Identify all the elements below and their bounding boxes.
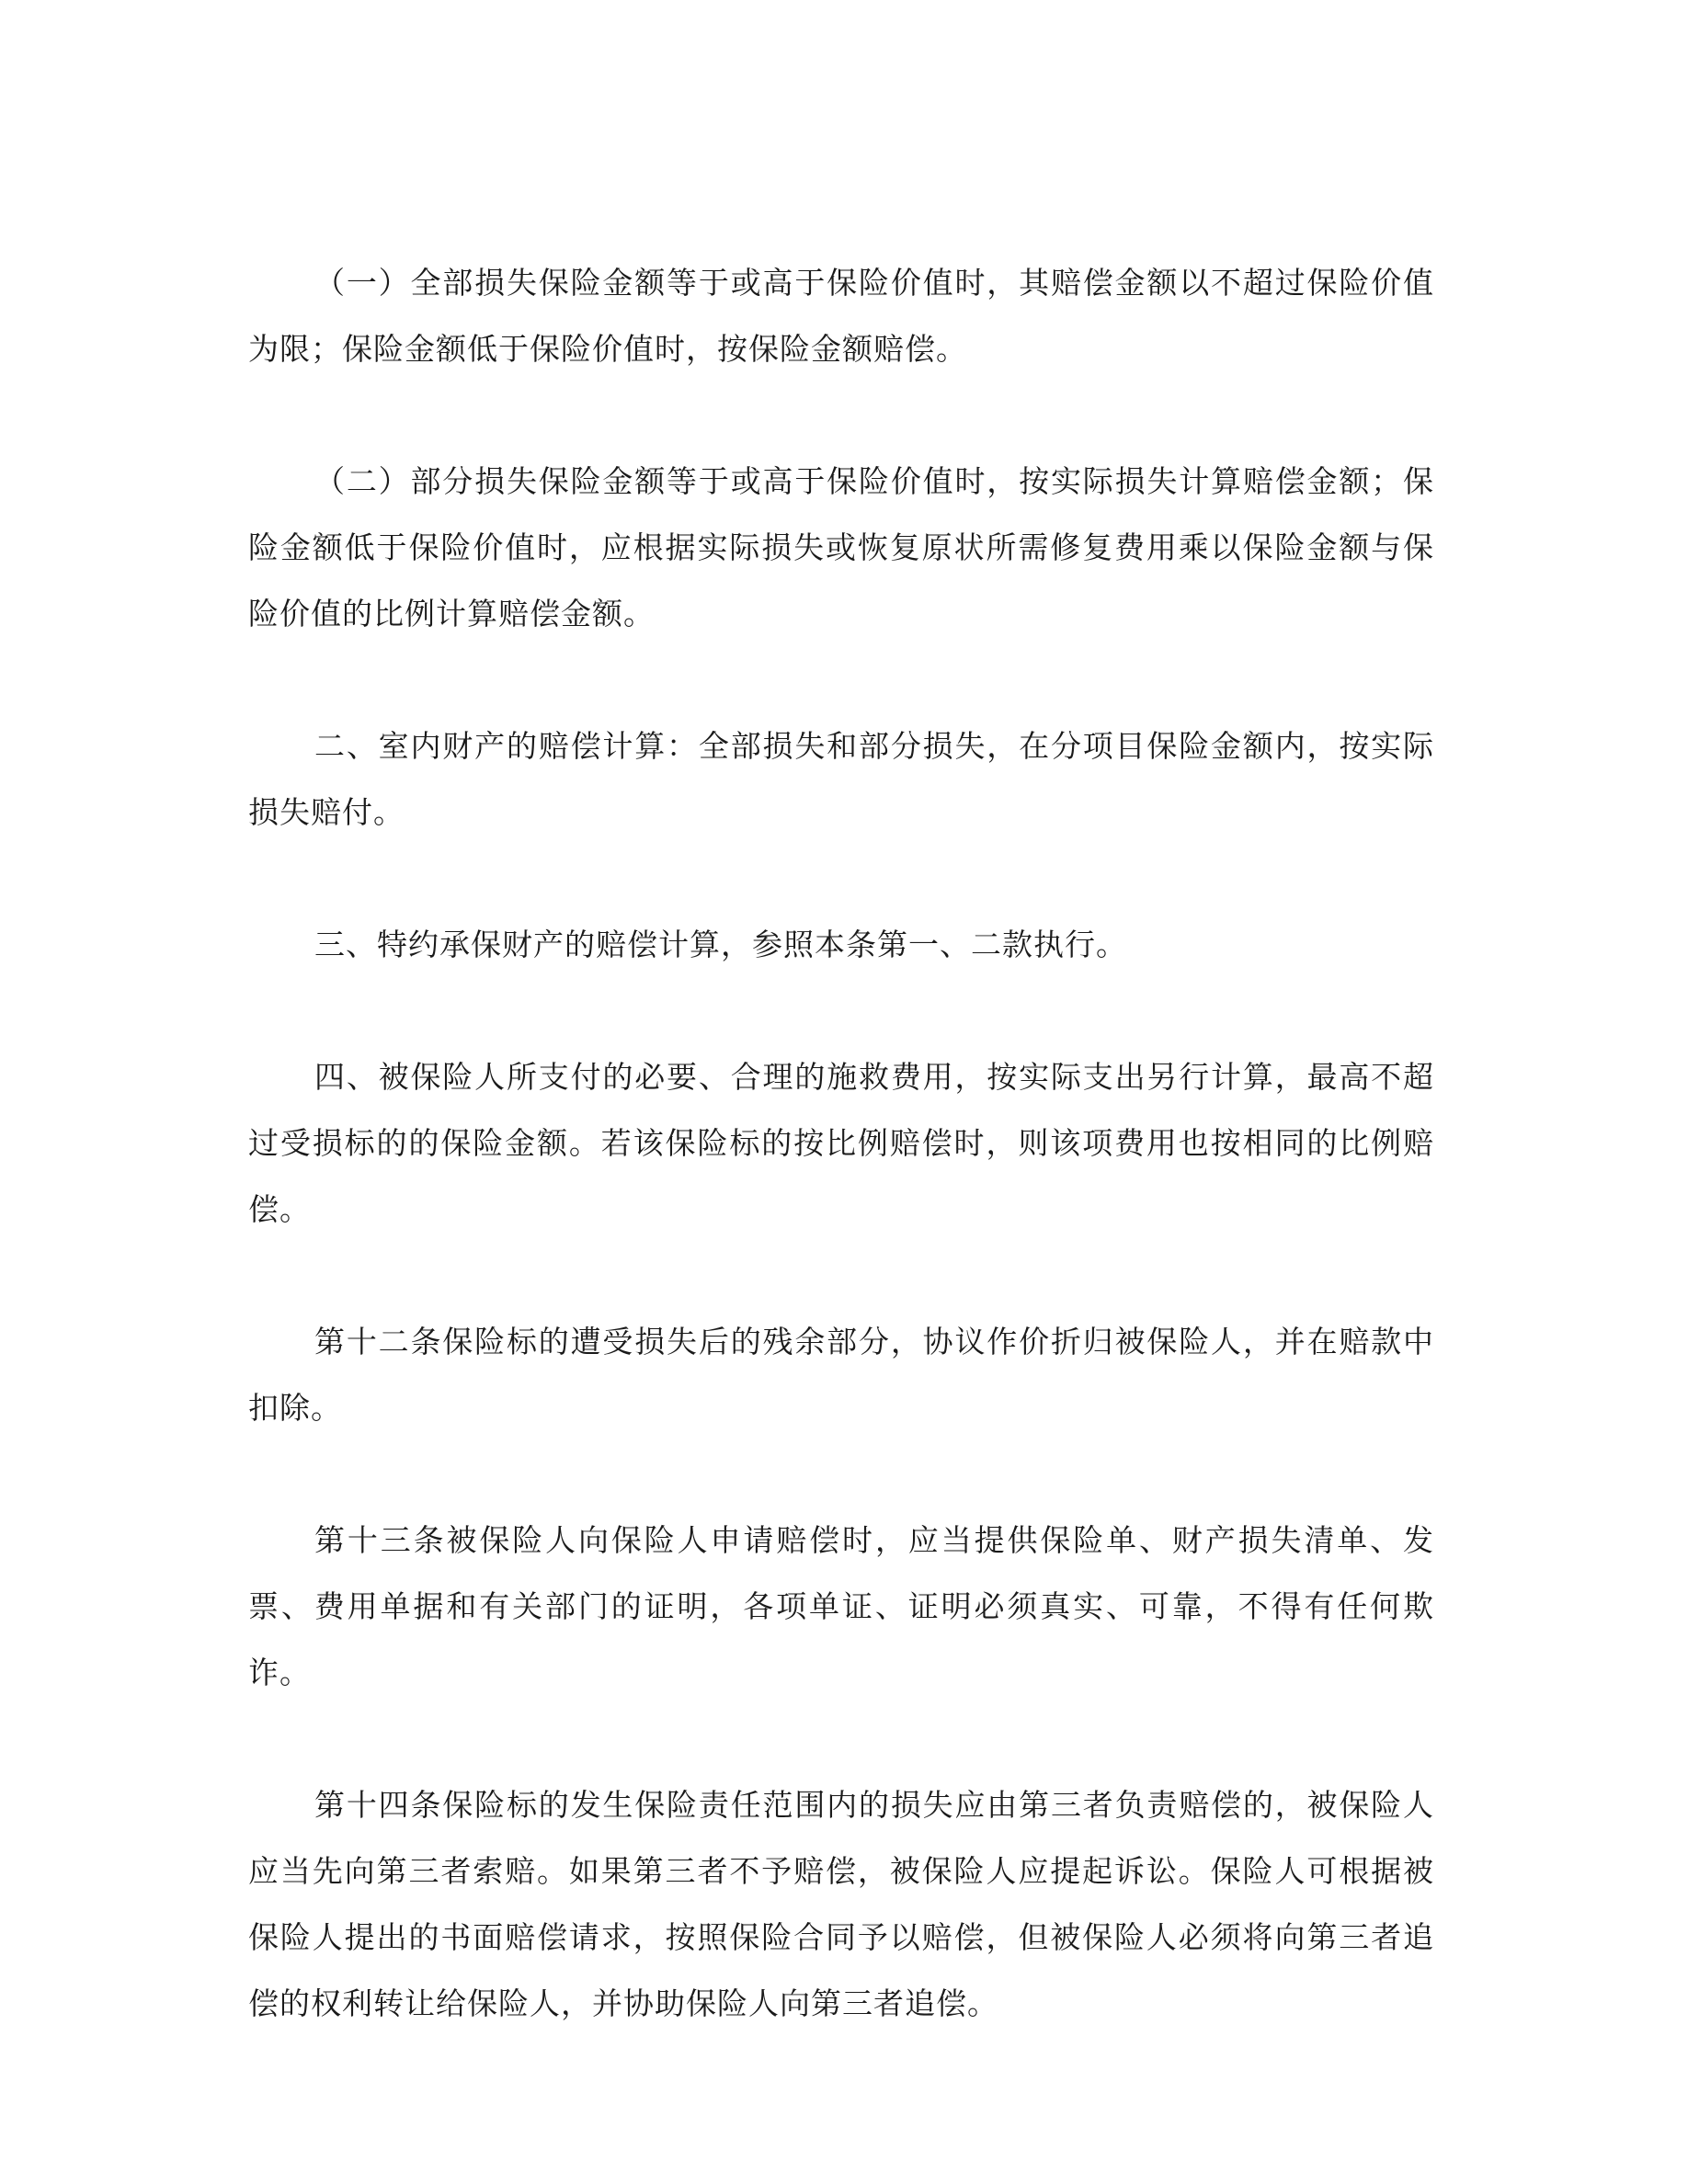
clause-paragraph-1: （一）全部损失保险金额等于或高于保险价值时，其赔偿金额以不超过保险价值为限；保险金额低于保险价值时，按保险金额赔偿。 [248,265,1434,367]
article-12-paragraph: 第十二条保险标的遭受损失后的残余部分，协议作价折归被保险人，并在赔款中扣除。 [248,1324,1434,1426]
clause-paragraph-4: 三、特约承保财产的赔偿计算，参照本条第一、二款执行。 [314,927,1127,962]
clause-paragraph-2: （二）部分损失保险金额等于或高于保险价值时，按实际损失计算赔偿金额；保险金额低于保险价值时，应根据实际损失或恢复原状所需修复费用乘以保险金额与保险价值的比例计算赔偿金额。 [248,463,1434,631]
article-13-paragraph: 第十三条被保险人向保险人申请赔偿时，应当提供保险单、财产损失清单、发票、费用单据和有关部门的证明，各项单证、证明必须真实、可靠，不得有任何欺诈。 [248,1522,1434,1690]
document-page [248,250,1434,2037]
article-14-paragraph: 第十四条保险标的发生保险责任范围内的损失应由第三者负责赔偿的，被保险人应当先向第三者索赔。如果第三者不予赔偿，被保险人应提起诉讼。保险人可根据被保险人提出的书面赔偿请求，按照保险合同予以赔偿，但被保险人必须将向第三者追偿的权利转让给保险人，并协助保险人向第三者追偿。 [248,1787,1434,2021]
clause-paragraph-3: 二、室内财产的赔偿计算：全部损失和部分损失，在分项目保险金额内，按实际损失赔付。 [248,728,1434,830]
clause-paragraph-5: 四、被保险人所支付的必要、合理的施救费用，按实际支出另行计算，最高不超过受损标的的保险金额。若该保险标的按比例赔偿时，则该项费用也按相同的比例赔偿。 [248,1059,1434,1227]
